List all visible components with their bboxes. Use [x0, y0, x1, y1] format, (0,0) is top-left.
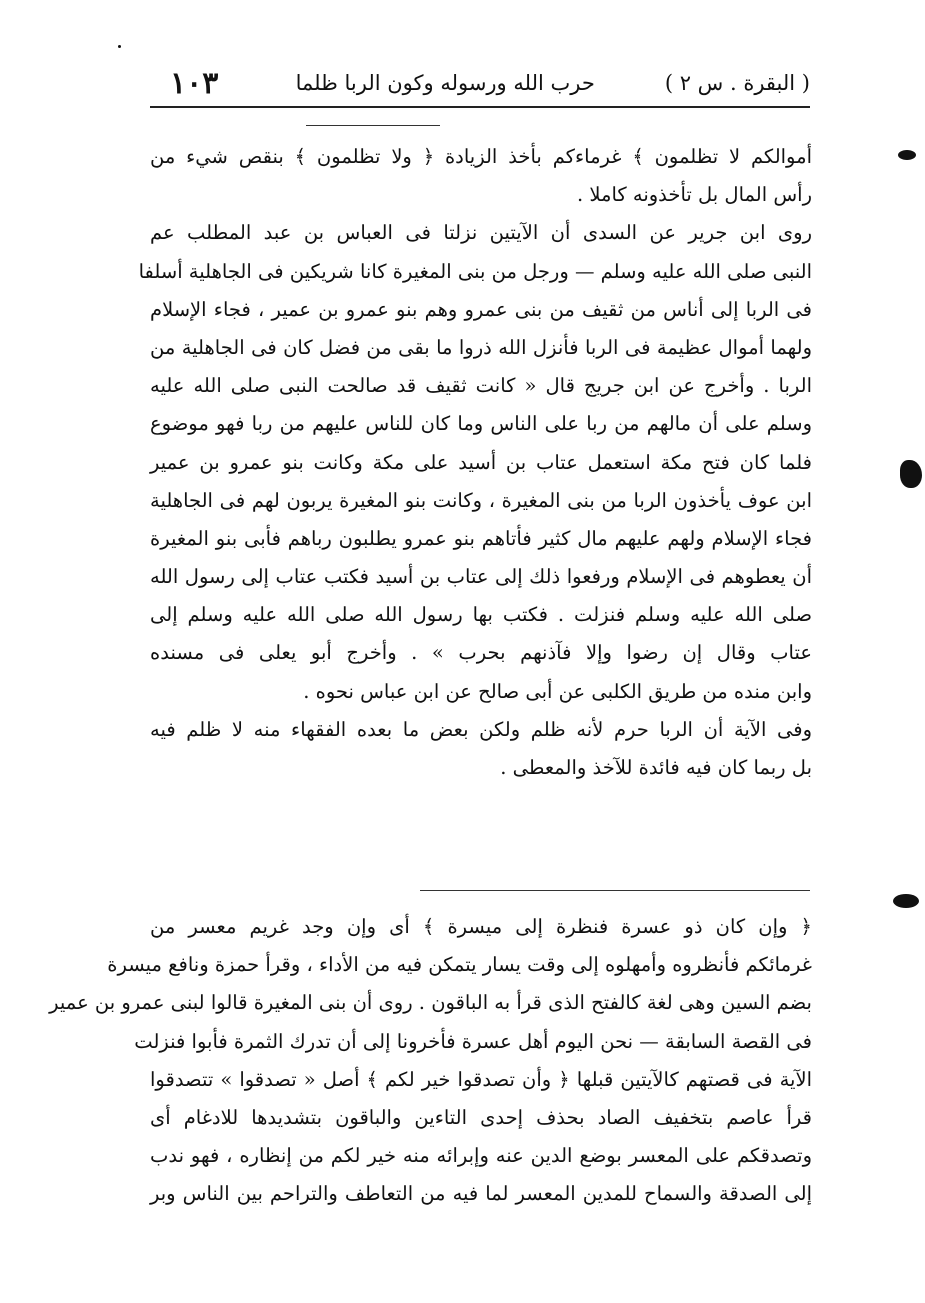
scan-speck	[118, 45, 121, 48]
text-line: رأس المال بل تأخذونه كاملا .	[576, 183, 812, 207]
text-line: فى القصة السابقة — نحن اليوم أهل عسرة فأخرونا إلى أن تدرك الثمرة فأبوا فنزلت	[134, 1029, 812, 1053]
text-line: فى الربا إلى أناس من ثقيف من بنى عمرو وهم بنو عمرو بن عمير ، فجاء الإسلام	[150, 297, 812, 321]
text-line: بضم السين وهى لغة كالفتح الذى قرأ به الباقون . روى أن بنى المغيرة قالوا لبنى عمرو بن عمير	[49, 991, 812, 1015]
text-line: غرمائكم فأنظروه وأمهلوه إلى وقت يسار يتمكن فيه من الأداء ، وقرأ حمزة ونافع ميسرة	[107, 953, 812, 977]
binding-hole-mark	[898, 150, 916, 160]
text-line: الآية فى قصتهم كالآيتين قبلها ﴿ وأن تصدقوا خير لكم ﴾ أصل « تصدقوا » تتصدقوا	[150, 1067, 812, 1091]
text-line: قرأ عاصم بتخفيف الصاد بحذف إحدى التاءين والباقون بتشديدها للادغام أى	[150, 1105, 812, 1129]
text-line: صلى الله عليه وسلم فنزلت . فكتب بها رسول الله صلى الله عليه وسلم إلى	[150, 603, 812, 627]
header-rule	[150, 106, 810, 108]
text-line: ولهما أموال عظيمة فى الربا فأنزل الله ذروا ما بقى من فضل كان فى الجاهلية من	[150, 335, 812, 359]
header-short-rule	[306, 125, 440, 126]
running-header	[150, 66, 810, 100]
text-line: وفى الآية أن الربا حرم لأنه ظلم ولكن بعض ما بعده الفقهاء منه لا ظلم فيه	[150, 717, 812, 741]
text-line: عتاب وقال إن رضوا وإلا فآذنهم بحرب » . وأخرج أبو يعلى فى مسنده	[150, 641, 812, 665]
text-line: روى ابن جرير عن السدى أن الآيتين نزلتا فى العباس بن عبد المطلب عم	[150, 221, 812, 245]
binding-hole-mark	[900, 460, 922, 488]
surah-reference: ( البقرة . س ٢ )	[664, 71, 810, 95]
text-line: ﴿ وإن كان ذو عسرة فنظرة إلى ميسرة ﴾ أى وإن وجد غريم معسر من	[150, 915, 812, 938]
text-line: أموالكم لا تظلمون ﴾ غرماءكم بأخذ الزيادة ﴿ ولا تظلمون ﴾ بنقص شيء من	[150, 145, 812, 168]
text-line: وسلم على أن مالهم من ربا على الناس وما كان للناس عليهم من ربا فهو موضوع	[150, 412, 812, 436]
text-block-upper	[138, 138, 812, 787]
text-line: إلى الصدقة والسماح للمدين المعسر لما فيه من التعاطف والتراحم بين الناس وبر	[150, 1182, 812, 1206]
text-line: فجاء الإسلام ولهم عليهم مال كثير فأتاهم بنو عمرو يطلبون رباهم فأبى بنو المغيرة	[150, 526, 812, 550]
text-line: ابن عوف يأخذون الربا من بنى المغيرة ، وكانت بنو المغيرة يربون لهم فى الجاهلية	[150, 488, 812, 512]
text-line: النبى صلى الله عليه وسلم — ورجل من بنى المغيرة كانا شريكين فى الجاهلية أسلفا	[138, 259, 812, 283]
page-number: ١٠٣	[170, 66, 219, 101]
text-line: بل ربما كان فيه فائدة للآخذ والمعطى .	[500, 756, 812, 779]
text-line: وابن منده من طريق الكلبى عن أبى صالح عن ابن عباس نحوه .	[303, 679, 812, 703]
text-line: أن يعطوهم فى الإسلام ورفعوا ذلك إلى عتاب بن أسيد فكتب عتاب إلى رسول الله	[150, 565, 812, 589]
header-title: حرب الله ورسوله وكون الربا ظلما	[295, 71, 595, 95]
section-divider	[420, 890, 810, 891]
binding-hole-mark	[893, 894, 919, 908]
text-line: وتصدقكم على المعسر بوضع الدين عنه وإبرائه منه خير لكم من إنظاره ، فهو ندب	[150, 1144, 812, 1168]
text-block-lower	[49, 908, 812, 1214]
text-line: الربا . وأخرج عن ابن جريج قال « كانت ثقيف قد صالحت النبى صلى الله عليه	[150, 374, 812, 398]
text-line: فلما كان فتح مكة استعمل عتاب بن أسيد على مكة وكانت بنو عمرو بن عمير	[150, 450, 812, 474]
